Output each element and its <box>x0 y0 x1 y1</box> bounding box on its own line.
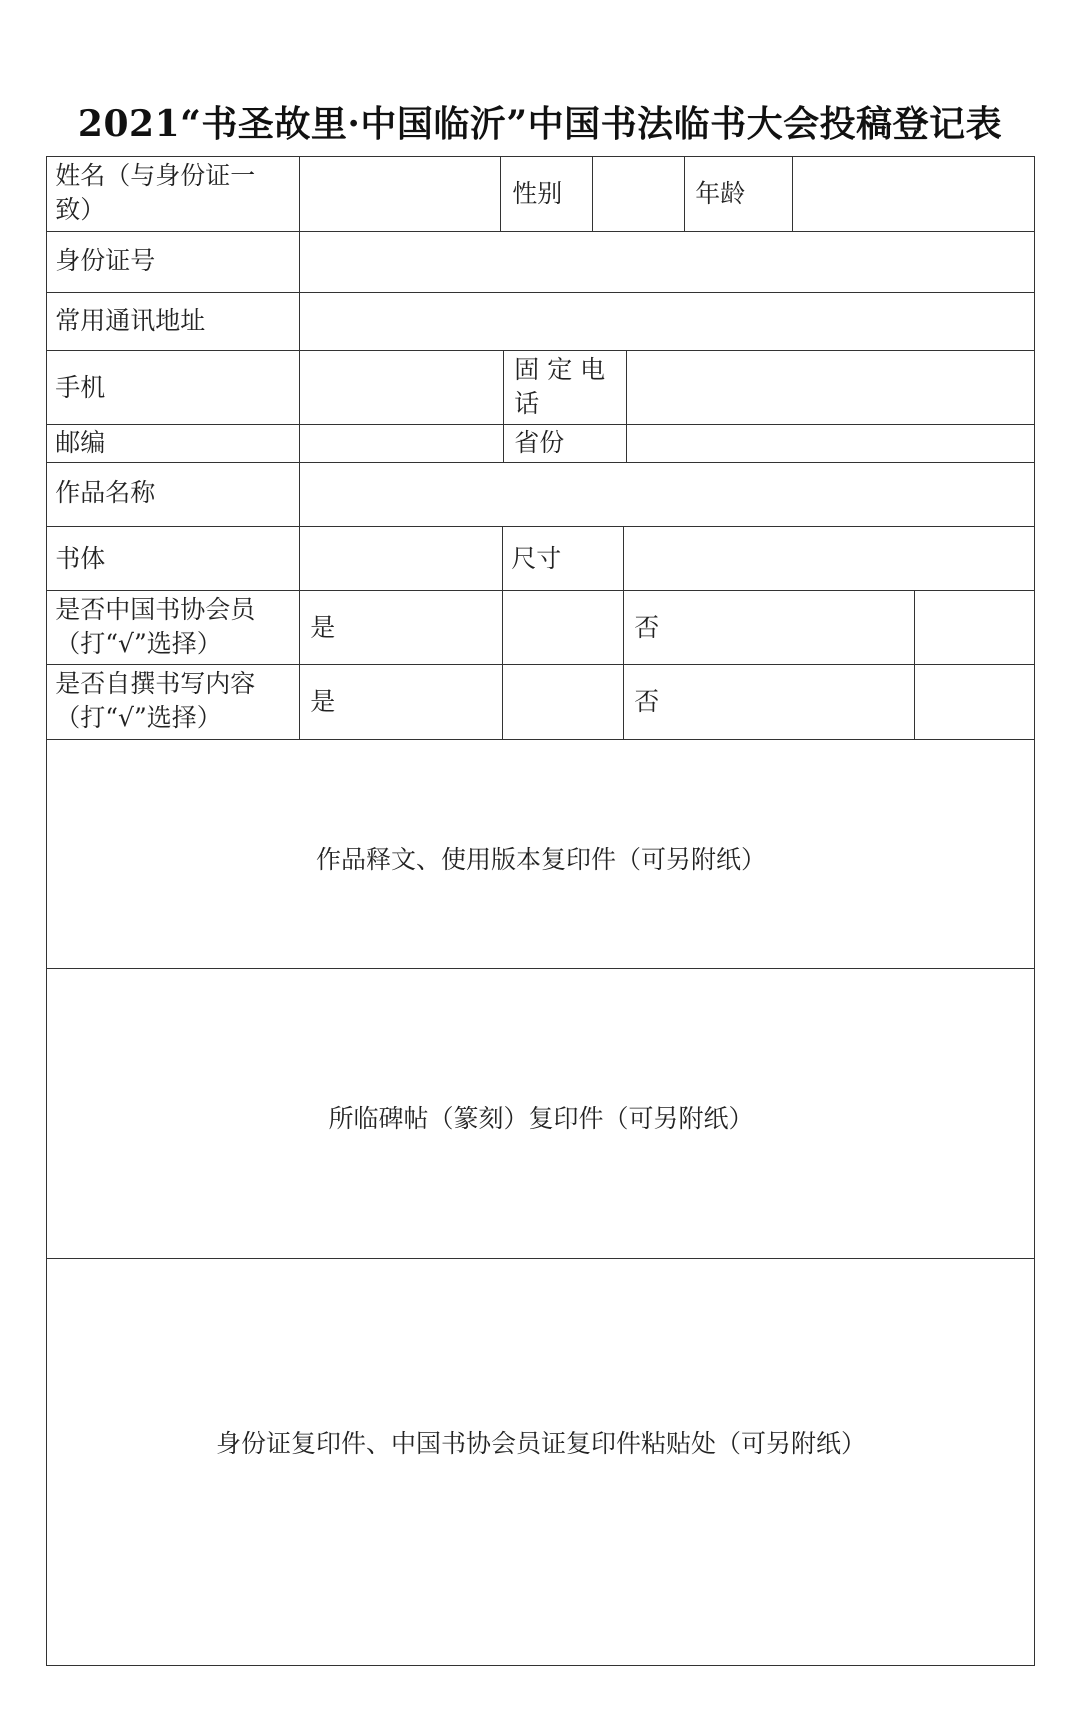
self-composed-yes-checkbox[interactable] <box>502 664 624 740</box>
address-label-cell <box>46 292 300 351</box>
script-style-label: 书体 <box>55 544 106 574</box>
self-composed-no-label-cell <box>623 664 915 740</box>
self-composed-yes-label-cell <box>299 664 503 740</box>
name-label-line1: 姓名（与身份证一 <box>55 161 256 191</box>
self-composed-yes-label: 是 <box>310 687 336 717</box>
age-label-cell <box>684 156 793 232</box>
province-field[interactable] <box>626 424 1035 463</box>
member-yes-label-cell <box>299 590 503 665</box>
age-field[interactable] <box>792 156 1035 232</box>
province-label: 省份 <box>514 428 565 458</box>
landline-field[interactable] <box>626 350 1035 425</box>
self-composed-label-cell <box>46 664 300 740</box>
self-composed-label-line2: （打“√”选择） <box>55 703 222 733</box>
script-style-label-cell <box>46 526 300 591</box>
gender-field[interactable] <box>592 156 685 232</box>
address-label: 常用通讯地址 <box>55 306 206 336</box>
member-yes-checkbox[interactable] <box>502 590 624 665</box>
member-label-line1: 是否中国书协会员 <box>55 595 256 625</box>
member-label-cell <box>46 590 300 665</box>
id-number-label: 身份证号 <box>55 246 156 276</box>
member-yes-label: 是 <box>310 613 336 643</box>
id-paste-section[interactable] <box>46 1258 1035 1666</box>
name-label-cell <box>46 156 300 232</box>
work-title-label: 作品名称 <box>55 478 156 508</box>
province-label-cell <box>503 424 627 463</box>
gender-label: 性别 <box>512 179 563 209</box>
landline-label-line2: 话 <box>514 389 540 419</box>
work-title-field[interactable] <box>299 462 1035 527</box>
id-number-label-cell <box>46 231 300 293</box>
name-label-line2: 致） <box>55 195 106 225</box>
postcode-field[interactable] <box>299 424 504 463</box>
script-style-field[interactable] <box>299 526 503 591</box>
self-composed-no-checkbox[interactable] <box>914 664 1035 740</box>
mobile-label: 手机 <box>55 373 106 403</box>
address-field[interactable] <box>299 292 1035 351</box>
self-composed-no-label: 否 <box>634 687 660 717</box>
id-paste-section-label: 身份证复印件、中国书协会员证复印件粘贴处（可另附纸） <box>215 1429 866 1458</box>
gender-label-cell <box>500 156 593 232</box>
member-no-label: 否 <box>634 613 660 643</box>
name-field[interactable] <box>299 156 501 232</box>
landline-label-cell <box>503 350 627 425</box>
size-field[interactable] <box>623 526 1035 591</box>
postcode-label: 邮编 <box>55 428 106 458</box>
mobile-field[interactable] <box>299 350 504 425</box>
landline-label-line1: 固 定 电 <box>514 355 606 385</box>
size-label: 尺寸 <box>511 544 562 574</box>
work-title-label-cell <box>46 462 300 527</box>
transcription-section-label: 作品释文、使用版本复印件（可另附纸） <box>315 845 766 874</box>
size-label-cell <box>502 526 624 591</box>
member-label-line2: （打“√”选择） <box>55 629 222 659</box>
self-composed-label-line1: 是否自撰书写内容 <box>55 669 256 699</box>
age-label: 年龄 <box>695 179 746 209</box>
rubbing-copy-section-label: 所临碑帖（篆刻）复印件（可另附纸） <box>328 1104 754 1133</box>
mobile-label-cell <box>46 350 300 425</box>
member-no-checkbox[interactable] <box>914 590 1035 665</box>
postcode-label-cell <box>46 424 300 463</box>
form-title: 2021“书圣故里·中国临沂”中国书法临书大会投稿登记表 <box>77 103 1003 145</box>
member-no-label-cell <box>623 590 915 665</box>
id-number-field[interactable] <box>299 231 1035 293</box>
